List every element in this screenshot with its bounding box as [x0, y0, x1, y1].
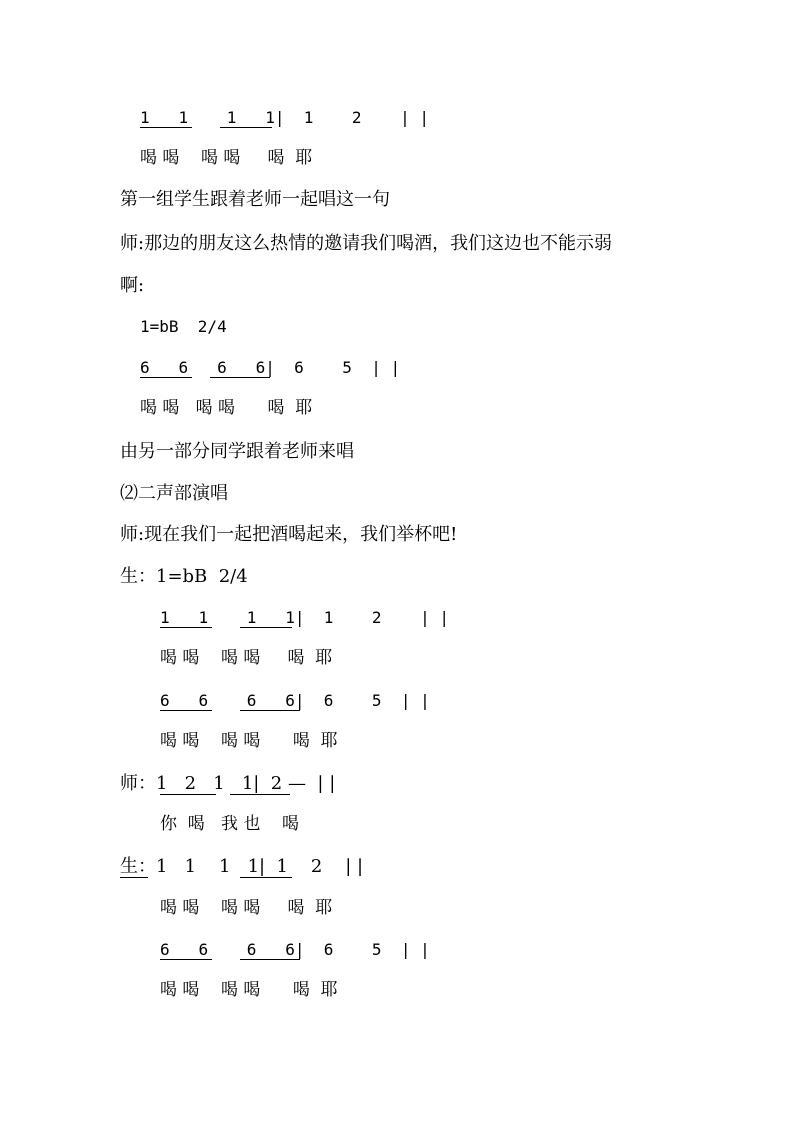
beat-underline [240, 959, 300, 960]
lyric-line-1: 喝 喝 喝 喝 喝 耶 [140, 148, 313, 168]
beat-underline [160, 627, 212, 628]
text-line-9: 生：1 1 1 1| 1 2 | | [120, 856, 364, 877]
beat-underline [230, 794, 290, 795]
beat-underline [140, 127, 192, 128]
lyric-line-7: 喝 喝 喝 喝 喝 耶 [160, 980, 338, 1000]
beat-underline [160, 710, 212, 711]
notation-line-5: 6 6 6 6| 6 5 | | [160, 940, 430, 959]
text-line-1: 第一组学生跟着老师一起唱这一句 [120, 189, 390, 210]
text-line-8: 师：1 2 1 1| 2 — | | [120, 773, 336, 794]
text-line-2: 师:那边的朋友这么热情的邀请我们喝酒，我们这边也不能示弱 [120, 233, 613, 254]
lyric-line-5: 你 喝 我 也 喝 [160, 814, 300, 834]
text-line-5: ⑵二声部演唱 [120, 483, 228, 504]
lyric-line-2: 喝 喝 喝 喝 喝 耶 [140, 398, 313, 418]
lyric-line-3: 喝 喝 喝 喝 喝 耶 [160, 648, 333, 668]
beat-underline [240, 877, 292, 878]
notation-line-4: 6 6 6 6| 6 5 | | [160, 691, 430, 710]
text-line-7: 生：1=bB 2/4 [120, 566, 248, 587]
beat-underline [240, 710, 300, 711]
beat-underline [160, 794, 216, 795]
notation-line-3: 1 1 1 1| 1 2 | | [160, 608, 449, 627]
lyric-line-4: 喝 喝 喝 喝 喝 耶 [160, 731, 338, 751]
beat-underline [210, 377, 270, 378]
notation-line-1: 1 1 1 1| 1 2 | | [140, 108, 429, 127]
text-line-6: 师:现在我们一起把酒喝起来，我们举杯吧! [120, 524, 458, 545]
beat-underline [160, 959, 212, 960]
beat-underline [140, 377, 192, 378]
key-signature-1: 1=bB 2/4 [140, 317, 227, 336]
beat-underline [220, 127, 272, 128]
lyric-line-6: 喝 喝 喝 喝 喝 耶 [160, 898, 333, 918]
notation-line-2: 6 6 6 6| 6 5 | | [140, 358, 401, 377]
text-line-3: 啊: [120, 275, 145, 296]
label-underline [120, 877, 148, 878]
beat-underline [240, 627, 292, 628]
text-line-4: 由另一部分同学跟着老师来唱 [120, 441, 354, 462]
